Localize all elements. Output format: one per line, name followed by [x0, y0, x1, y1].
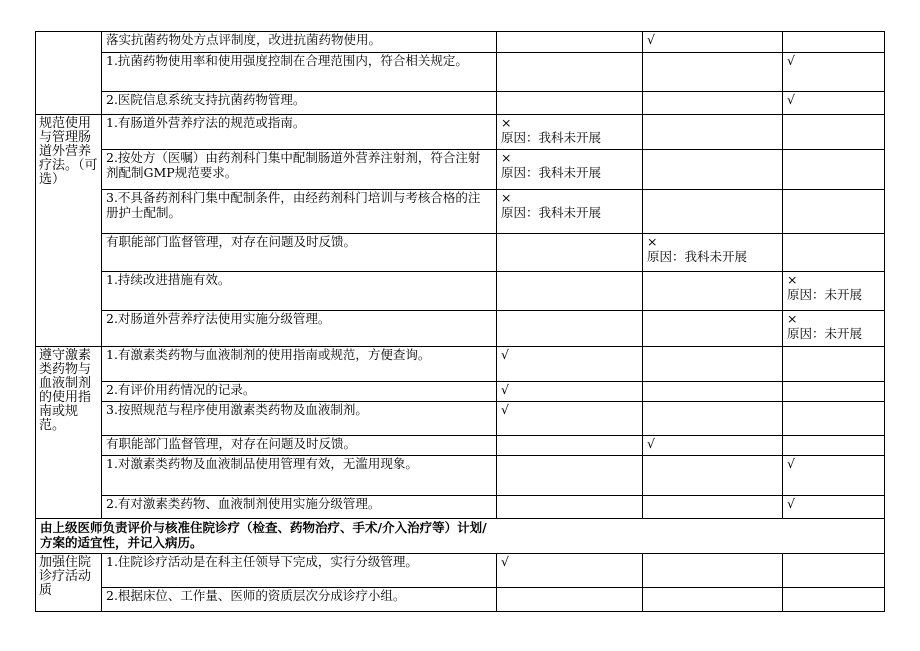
- mark-col2: [643, 496, 783, 519]
- mark-col1: [497, 32, 643, 53]
- item-text: 2.对肠道外营养疗法使用实施分级管理。: [102, 311, 497, 347]
- evaluation-table: [35, 31, 885, 612]
- table-row: [36, 234, 885, 272]
- item-text: 有职能部门监督管理，对存在问题及时反馈。: [102, 234, 497, 272]
- mark-col3: × 原因：未开展: [783, 311, 885, 347]
- item-text: 1.持续改进措施有效。: [102, 272, 497, 311]
- mark-col3: √: [783, 53, 885, 92]
- mark-col1: × 原因：我科未开展: [497, 150, 643, 190]
- mark-col1: √: [497, 554, 643, 588]
- table-row: [36, 53, 885, 92]
- table-row: [36, 554, 885, 588]
- mark-col2: [643, 272, 783, 311]
- item-text: 1.有激素类药物与血液制剂的使用指南或规范，方便查询。: [102, 347, 497, 382]
- table-row: [36, 311, 885, 347]
- item-text: 有职能部门监督管理，对存在问题及时反馈。: [102, 436, 497, 456]
- table-row: [36, 402, 885, 436]
- item-text: 2.根据床位、工作量、医师的资质层次分成诊疗小组。: [102, 588, 497, 612]
- section-spacer: [783, 519, 885, 554]
- mark-col2: [643, 554, 783, 588]
- mark-col3: [783, 150, 885, 190]
- table-row: [36, 456, 885, 496]
- mark-col3: √: [783, 92, 885, 115]
- category-cell: 遵守激素类药物与血液制剂的使用指南或规范。: [36, 347, 102, 519]
- category-cell: 规范使用与管理肠道外营养疗法。（可选）: [36, 115, 102, 347]
- mark-col1: × 原因：我科未开展: [497, 190, 643, 234]
- mark-col2: √: [643, 436, 783, 456]
- item-text: 1.抗菌药物使用率和使用强度控制在合理范围内，符合相关规定。: [102, 53, 497, 92]
- mark-col3: [783, 382, 885, 402]
- mark-col2: × 原因：我科未开展: [643, 234, 783, 272]
- mark-col2: [643, 53, 783, 92]
- mark-col1: [497, 234, 643, 272]
- item-text: 2.医院信息系统支持抗菌药物管理。: [102, 92, 497, 115]
- mark-col2: [643, 456, 783, 496]
- mark-col3: [783, 588, 885, 612]
- mark-col1: [497, 588, 643, 612]
- mark-col3: [783, 554, 885, 588]
- mark-col3: √: [783, 456, 885, 496]
- item-text: 3.不具备药剂科门集中配制条件，由经药剂科门培训与考核合格的注册护士配制。: [102, 190, 497, 234]
- mark-col2: [643, 402, 783, 436]
- table-row: [36, 436, 885, 456]
- item-text: 1.住院诊疗活动是在科主任领导下完成，实行分级管理。: [102, 554, 497, 588]
- mark-col3: √: [783, 496, 885, 519]
- table-row: [36, 32, 885, 53]
- item-text: 2.按处方（医嘱）由药剂科门集中配制肠道外营养注射剂，符合注射剂配制GMP规范要求。: [102, 150, 497, 190]
- item-text: 2.有评价用药情况的记录。: [102, 382, 497, 402]
- mark-col2: [643, 150, 783, 190]
- mark-col1: [497, 456, 643, 496]
- mark-col2: [643, 92, 783, 115]
- mark-col2: [643, 347, 783, 382]
- mark-col3: [783, 234, 885, 272]
- mark-col2: [643, 311, 783, 347]
- table-row: [36, 382, 885, 402]
- table-row: [36, 496, 885, 519]
- item-text: 3.按照规范与程序使用激素类药物及血液制剂。: [102, 402, 497, 436]
- item-text: 1.对激素类药物及血液制品使用管理有效，无滥用现象。: [102, 456, 497, 496]
- mark-col3: [783, 402, 885, 436]
- mark-col2: [643, 115, 783, 150]
- mark-col1: [497, 92, 643, 115]
- section-heading: 由上级医师负责评价与核准住院诊疗（检查、药物治疗、手术/介入治疗等）计划/方案的适宜性，并记入病历。: [36, 519, 497, 554]
- table-row: [36, 588, 885, 612]
- mark-col1: [497, 311, 643, 347]
- mark-col3: [783, 190, 885, 234]
- item-text: 1.有肠道外营养疗法的规范或指南。: [102, 115, 497, 150]
- mark-col3: [783, 32, 885, 53]
- mark-col3: [783, 347, 885, 382]
- section-spacer: [643, 519, 783, 554]
- mark-col2: [643, 382, 783, 402]
- table-row: [36, 272, 885, 311]
- mark-col1: [497, 496, 643, 519]
- mark-col3: × 原因：未开展: [783, 272, 885, 311]
- mark-col1: × 原因：我科未开展: [497, 115, 643, 150]
- section-row: [36, 519, 885, 554]
- item-text: 落实抗菌药物处方点评制度，改进抗菌药物使用。: [102, 32, 497, 53]
- category-cell: 加强住院诊疗活动质: [36, 554, 102, 612]
- mark-col3: [783, 436, 885, 456]
- mark-col1: √: [497, 402, 643, 436]
- table-row: [36, 115, 885, 150]
- mark-col3: [783, 115, 885, 150]
- mark-col1: √: [497, 382, 643, 402]
- table-row: [36, 347, 885, 382]
- table-row: [36, 150, 885, 190]
- item-text: 2.有对激素类药物、血液制剂使用实施分级管理。: [102, 496, 497, 519]
- section-spacer: [497, 519, 643, 554]
- table-row: [36, 190, 885, 234]
- mark-col2: [643, 190, 783, 234]
- mark-col1: √: [497, 347, 643, 382]
- mark-col1: [497, 53, 643, 92]
- mark-col2: √: [643, 32, 783, 53]
- mark-col1: [497, 272, 643, 311]
- category-cell: [36, 32, 102, 115]
- mark-col1: [497, 436, 643, 456]
- mark-col2: [643, 588, 783, 612]
- table-row: [36, 92, 885, 115]
